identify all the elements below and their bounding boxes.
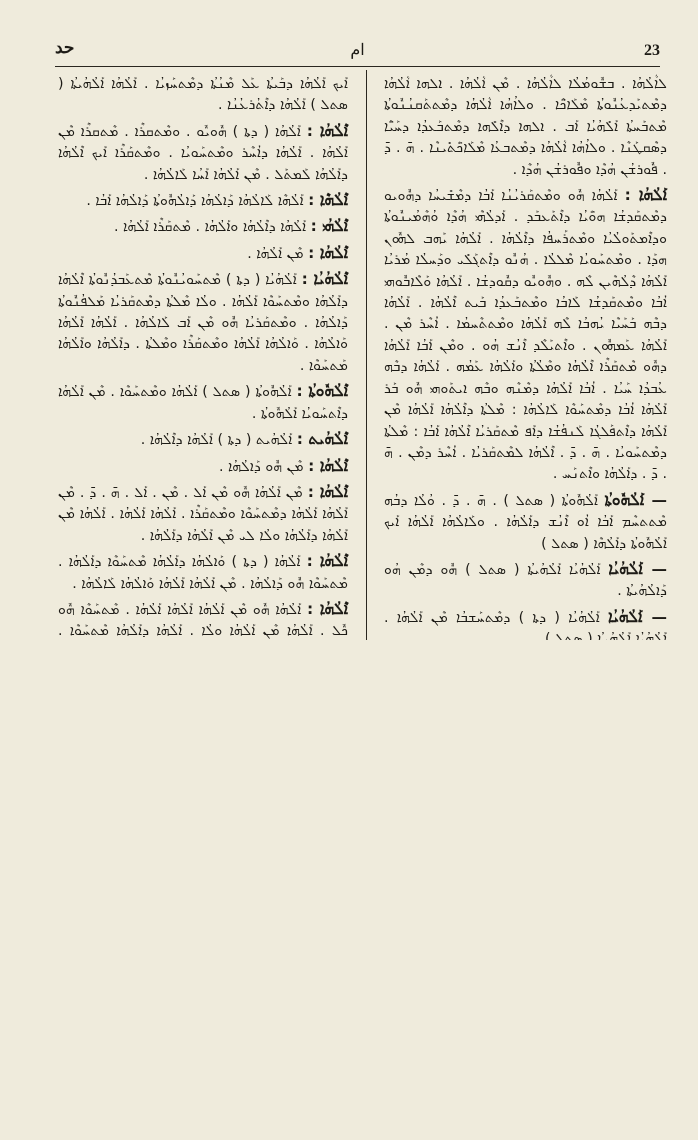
entry-text: ܐܰܠܳܗܳܐ ( ܕܬܐ ) ܘܰܐܠܳܗܳܐ ܕܐܰܠܳܗܳܐ ܡܶܬܚܰܘܶܐ ܕܐܰܠܳܗܳܐ . ܡܶܬܚܰܘܶܐ ܗܽܘ ܕܰܐܠܳܗܳܐ . ܡܶܢ ܐܰܠܳܗܳܐ ܐܰܠܳܗܳܐ ܘܰܐܠܳܗܳܐ ܠܰܐܠܳܗܳܐ . [58,554,348,592]
dictionary-entry [58,482,348,547]
dictionary-entry [58,190,348,212]
dictionary-entry [58,243,348,265]
blank-bottom-margin [0,640,698,1140]
entry-headword: ܐܶܠܳܗܳܝܬ : [296,430,348,449]
entry-text: ܐܰܠܳܗܳܐ ܗܽܘ ܘܡܶܬܩܰܪܝܳܢܳܐ ܐܰܒܳܐ ܕܡܶܫܺܝܚܳܐ ܕܗܽܘܝܘ ܕܡܶܬܩܰܕܫܳܐ ܗܘ̈ܰܝܳܐ ܕܐܶܬܰܥܒܰܕ . ܐܰܕܠܳܗܶܝ ܗܳܕܶܐ ܘܳܗܶܡܳܝܢܽܘܬܳܐ ܘܕܐܶܡܬܰܘܠܳܝܳܐ ܘܡܶܬܪܰܚܦܳܐ ܕܐܶܠܳܗܳܐ . ܐܰܠܳܗܳܐ ܝܰܗܒ ܠܗܽܘܢ ܗܕܰܐ . ܘܡܶܬܚܰܘܝܳܐ ܡܶܠܠܳܐ . ܗܳܢܽܘ ܕܐܶܬܓܰܠܺܝ ܘܕܰܚܠܳܐ ܡܳܪܝܳܐ ܐܰܠܳܗܳܐ ܕܶܠܳܗܶܝܢ ܠܶܗ . ܘܗܽܘܝܽܘ ܕܩܽܘܕܫܳܐ . ܐܰܠܳܗܳܐ ܘܰܠܶܐܒܽܘܗܝ ܐܳܒܳܐ ܘܡܶܬܩܰܕܫܳܐ ܠܰܐܒܳܐ ܘܡܶܬܒܰܥܕܳܐ ܒܰܝܬ ܐܶܠܳܗܳܐ . ܐܰܠܳܗܳܐ ܕܒܶܗ ܒܰܚܰܝܶܐ ܝܳܗܒܳܐ ܠܶܗ ܐܰܠܳܗܳܐ ܘܡܶܬܬܶܚܡܳܐ . ܐܳܚܶܪ ܡܶܢ . ܐܰܠܳܗܳܐ ܥܰܡܗܽܘܢ . ܘܐܶܬܝܰܠܶܕ ܐܶܢܳܫ ܗܳܘ . ܘܡܶܢ ܐܰܒܳܐ ܐܰܠܳܗܳܐ ܕܗܽܘ ܡܶܬܩܰܪܶܐ ܐܶܠܳܗܳܐ ܘܡܶܠܳܬܳܐ ܘܐܰܠܳܗܳܐ ܥܰܡܳܗ . ܐܰܠܳܗܳܐ ܕܒܶܗ ܥܳܒܕܳܐ ܚܰܝܳܐ . ܐܳܒܳܐ ܐܰܠܳܗܳܐ ܕܡܶܢܶܗ ܘܒܶܗ ܐܝܬܰܘܗܝ ܗܽܘ ܒܰܪ ܐܰܠܳܗܳܐ ܐܳܒܳܐ ܕܡܶܬܚܰܘܶܐ ܠܰܐܠܳܗܳܐ : ܡܶܠܬܳܐ ܕܐܶܠܳܗܳܐ ܐܰܠܳܗܳܐ ܡܶܢ ܐܰܠܳܗܳܐ ܕܐܶܬܦܰܠܓܳܐ ܠܰܢܦܳܫܳܐ ܕܐܰܦ ܡܶܬܩܰܪܝܳܐ ܐܶܠܳܗܳܐ ܐܰܒܳܐ : ܡܶܠܬܳܐ ܕܡܶܬܚܰܘܝܳܐ . ܗ̄ . ܕ̄ . ܐܶܠܳܗܳܐ ܠܡܶܬܩܰܪܝܳܐ . ܐܳܚܶܪ ܕܡܶܢ . ܗ̄ . ܕ̄ . ܕܐܰܠܳܗܳܐ ܘܐܶܬܢܰܚ . [384,188,667,483]
column-divider [366,70,367,640]
entry-headword: ܐܰܠܳܗܳܐ : [624,186,668,205]
entry-headword: ܐܶܠܳܗܳܐ : [308,243,348,262]
entry-headword: ܐܶܠܳܗܳܐ : [306,121,348,140]
entry-headword: ܐܶܠܳܗܽܘܬܳܐ : [296,382,348,401]
dictionary-entry [384,559,667,603]
entry-headword: ܐܶܠܳܗܳܝܳܐ : [301,270,348,289]
dictionary-entry [58,269,348,377]
dictionary-entry [58,381,348,425]
header-left-mark: حد [55,38,75,58]
entry-text: ܠܐܵܠܳܗܳܐ . ܒܫܽܘܡܳܠܳܐ ܠܐܵܠܳܗܳܐ . ܡܶܢ ܐܵܠܳܗܳܐ . ܐܠܗܐ ܐܵܠܳܗܳܐ ܕܡܶܬܝܰܕܥܳܢܽܘܬܳܐ ܡܶܠܰܐܟ̈ܶܐ . ܘܠܐܳܗܳܐ ܐܵܠܳܗܳܐ ܕܡܶܬܬܰܩܢܳܢܽܘܬܳܐ ܡܶܬܒܰܚܬܳܐ ܐܰܠܺܗܳܝܳܐ ܐܰܒ . ܐܠܗܐ ܕܐܶܠܺܗܐ ܕܡܶܬܒܰܥܕܳܐ ܕܚܰܝ̈ܶܐ ܕܣܶܩܛܰܢܶܐ . ܘܠܐܳܗܳܐ ܐܵܠܳܗܳܐ ܕܡܶܬܒܥܳܐ ܡܶܠܰܐܟ̈ܰܬܺܝܢܶܐ . ܗ̄ . ܕ̄ . ܦܽܘܪܫܳܢ ܗܳܕܶܐ ܘܦܽܘܪܫܳܢ ܗܳܕܶܐ . [384,76,667,178]
entry-headword: — ܐܰܠܳܗܽܘܬܳܐ [604,490,667,509]
entry-text: ܐܰܠܳܗܽܘܬܳܐ ( ܣܬܠ ) ܐܰܠܳܗܳܐ ܘܡܶܬܚܰܘܶܐ . ܡܶܢ ܐܰܠܳܗܳܐ ܕܐܶܬܚܰܘܝܳܐ ܐܰܠܳܗܽܘܬܳܐ . [58,384,348,422]
entry-headword: ܐܶܠܳܗܳܝ : [310,217,348,236]
dictionary-entry [58,74,348,117]
header-center-mark: ام [350,40,365,59]
entry-text: ܡܶܢ ܐܰܠܳܗܳܐ ܗܽܘ ܡܶܢ ܐܰܠ . ܡܶܢ . ܐܰܠ . ܗ̄ . ܕ̄ . ܡܶܢ ܐܰܠܳܗܳܐ ܐܰܠܳܗܳܐ ܕܡܶܬܚܰܘܶܐ ܘܡܶܬܩܰܪܶܐ . ܐܰܠܳܗܳܐ ܐܰܠܳܗܳܐ . ܐܰܠܳܗܳܐ ܡܶܢ ܐܰܠܳܗܳܐ ܕܐܰܠܳܗܳܐ ܘܠܳܐ ܠܝ ܡܶܢ ܐܰܠܳܗܳܐ ܕܐܰܠܳܗܳܐ . [58,484,348,544]
dictionary-entry [58,551,348,595]
entry-text: ܐܰܠܳܗܽܘܬܳܐ ( ܣܬܠ ) . ܗ̄ . ܕ̄ . ܘܳܠܳܐ ܕܒܳܗ ܡܶܬܬܚܶܡ ܐܰܒܳܐ ܐܳܘ ܐܶܢܳܫ ܕܐܰܠܳܗܳܐ . ܘܠܰܐܠܳܗܳܐ ܐܰܠܳܗܳܐ ܐܰܝܟ ܐܰܠܳܗܽܘܬܳܐ ܕܐܰܠܳܗܶܐ ( ܣܬܠ ) [384,492,667,552]
header-rule [55,66,660,67]
entry-headword: — ܐܰܠܳܗܳܝܳܐ [607,607,667,626]
entry-text: ܐܰܠܳܗܳܐ ܗܽܘ ܡܶܢ ܐܰܠܳܗܳܐ ܐܰܠܳܗܳܐ ܐܰܠܳܗܳܐ . ܡܶܬܚܰܘܶܐ ܗܽܘ ܟܽܠ . ܐܰܠܳܗܳܐ ܡܶܢ ܐܰܠܳܗܳܐ ܘܠܳܐ . ܐܰܠܳܗܳܐ ܕܐܰܠܳܗܳܐ ܡܶܬܚܰܘܶܐ . [58,601,348,640]
entry-text: ܐܰܠܳܗܳܝܳܐ ( ܕܬܐ ) ܕܡܶܬܚܰܫܒܳܐ ܡܶܢ ܐܰܠܳܗܳܐ . [384,609,600,626]
left-column [58,74,349,640]
entry-text: ܐܰܠܳܗܳܝܳܐ ( ܕܬܐ ) ܡܶܬܚܰܘܝܳܢܽܘܬܳܐ ܡܶܬܥܰܒܕܳܢܽܘܬܳܐ ܐܶܠܳܗܳܐ ܕܐܰܠܳܗܳܐ ܘܡܶܬܚܰܘܶܐ ܐܰܠܳܗܳܐ . ܘܠܳܐ ܡܶܠܬܳܐ ܕܡܶܬܩܰܪܝܳܐ ܡܰܠܦܳܢܽܘܬܳܐ ܕܰܐܠܳܗܳܐ . ܘܡܶܬܩܰܪܝܳܐ ܗܽܘ ܡܶܢ ܐܰܒ ܠܰܐܠܳܗܳܐ . ܐܰܠܳܗܳܐ ܐܰܠܳܗܳܐ ܘܰܐܠܳܗܳܐ . ܘܰܐܠܳܗܳܐ ܐܰܠܳܗܳܐ ܘܡܶܬܩܰܪܶܐ ܘܡܶܠܬܳܐ . ܕܐܰܠܳܗܳܐ ܘܐܰܠܳܗܳܐ ܡܰܬܚܰܘܶܐ . [58,272,348,374]
dictionary-entry [58,216,348,238]
entry-text: ܡܶܢ ܐܰܠܳܗܳܐ . [247,245,304,262]
entry-text: ܐܰܠܳܗܳܝܬ ( ܕܬܐ ) ܐܰܠܳܗܳܐ ܕܐܶܠܳܗܳܐ . [140,432,293,449]
entry-text: ܐܰܝܟ ܐܰܠܳܗܳܐ ܕܒܰܝܬܳܐ ܥܰܠ ܡܶܢܳܬܳܐ ܕܡܶܬܚܰܙܝܳܐ . ܐܰܠܳܗܳܐ ܐܰܠܳܗܳܝܬܳܐ ( ܣܬܠ ) ܐܰܠܳܗܳܐ ܕܐܶܬܳܪܥܳܢܳܐ . [58,76,348,114]
entry-headword: — ܐܰܠܳܗܳܝܳܐ [608,559,667,578]
dictionary-entry [58,429,348,451]
right-column [384,74,667,634]
entry-headword: ܐܶܠܳܗܳܐ : [306,552,348,571]
dictionary-entry [384,74,667,181]
page-number: 23 [644,42,660,59]
page-header [55,38,660,68]
entry-headword: ܐܶܠܳܗܳܐ : [308,456,348,475]
entry-text: ܐܰܠܳܗܳܝܳܐ ܐܰܠܳܗܳܝܬܳܐ ( ܣܬܠ ) ܗܽܘ ܕܡܶܢ ܗܳܘ ܕܰܐܠܳܗܳܝܬܳܐ . [384,561,667,600]
entry-text: ܐܰܠܳܗܶܐ ܠܰܐܠܳܗܳܐ ܕܰܐܠܳܗܳܐ ܕܰܐܠܳܗܽܘܬܳܐ ܕܰܐܠܳܗܳܐ ܐܰܒܳܐ . [86,193,304,210]
dictionary-entry [58,121,348,186]
entry-headword: ܐܶܠܳܗܶܐ : [308,191,348,210]
entry-text: ܡܶܢ ܗܽܘ ܕܰܐܠܳܗܳܐ . [218,458,304,475]
entry-text: ܐܰܠܳܗܳܐ ( ܕܬܐ ) ܗܽܘܝܽܘ . ܘܡܶܬܩܪܶܐ . ܡܶܬܩܪܶܐ ܡܶܢ ܐܰܠܳܗܳܐ . ܐܰܠܳܗܳܐ ܕܐܳܚܶܪ ܘܡܶܬܚܰܘܝܳܐ . ܘܡܶܬܩܰܪܶܐ ܐܰܝܟ ܐܶܠܳܗܳܐ ܕܐܰܠܳܗܳܐ ܠܰܡܬܰܠ . ܡܶܢ ܐܰܠܳܗܳܐ ܐܰܚܳܐ ܠܰܐܠܳܗܳܐ . [58,123,348,183]
dictionary-entry [58,456,348,478]
dictionary-entry [384,490,667,555]
entry-text: ܐܰܠܳܗܳܐ ܕܐܶܠܳܗܳܐ ܘܐܰܠܳܗܳܐ . ܡܶܬܩܰܪܶܐ ܐܰܠܳܗܳܐ . [114,219,307,236]
entry-headword: ܐܶܠܳܗܳܐ : [306,599,348,618]
dictionary-entry [384,185,667,486]
entry-headword: ܐܶܠܳܗܳܐ : [307,482,349,501]
